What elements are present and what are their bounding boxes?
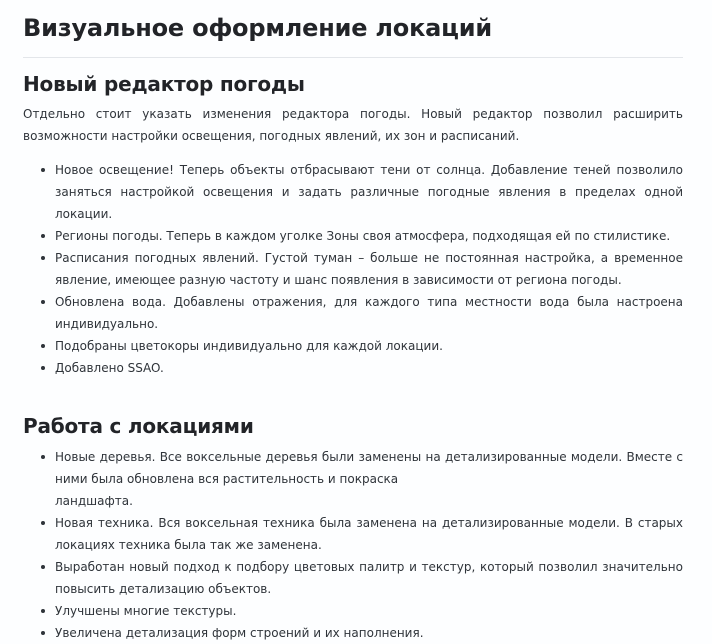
list-item bbox=[55, 291, 683, 335]
list-item bbox=[55, 159, 683, 225]
section-heading-locations: Работа с локациями bbox=[23, 414, 254, 438]
list-item-text: Новые деревья. Все воксельные деревья были заменены на детализированные модели. Вместе с ними была обновлена вся растительность и покраска bbox=[55, 450, 683, 486]
list-item-text: Выработан новый подход к подбору цветовых палитр и текстур, который позволил значительно повысить детализацию объектов. bbox=[55, 560, 683, 596]
list-item bbox=[55, 225, 683, 247]
list-item bbox=[55, 512, 683, 556]
title-divider bbox=[23, 57, 683, 58]
bullet-icon bbox=[41, 300, 45, 304]
list-item-text: Улучшены многие текстуры. bbox=[55, 604, 237, 618]
page-title: Визуальное оформление локаций bbox=[23, 14, 492, 42]
weather-features-list bbox=[23, 159, 683, 379]
bullet-icon bbox=[41, 455, 45, 459]
bullet-icon bbox=[41, 256, 45, 260]
bullet-icon bbox=[41, 168, 45, 172]
section-heading-weather-editor: Новый редактор погоды bbox=[23, 72, 305, 96]
bullet-icon bbox=[41, 234, 45, 238]
list-item-text: Подобраны цветокоры индивидуально для каждой локации. bbox=[55, 339, 443, 353]
list-item bbox=[55, 357, 683, 379]
list-item bbox=[55, 556, 683, 600]
list-item-text: Расписания погодных явлений. Густой туман – больше не постоянная настройка, а временное явление, имеющее разную частоту и шанс появления в зависимости от региона погоды. bbox=[55, 251, 683, 287]
list-item bbox=[55, 622, 683, 644]
bullet-icon bbox=[41, 631, 45, 635]
weather-intro-paragraph: Отдельно стоит указать изменения редактора погоды. Новый редактор позволил расширить возможности настройки освещения, погодных явлений, их зон и расписаний. bbox=[23, 107, 683, 143]
bullet-icon bbox=[41, 366, 45, 370]
list-item-text: Новая техника. Вся воксельная техника была заменена на детализированные модели. В старых локациях техника была так же заменена. bbox=[55, 516, 683, 552]
list-item bbox=[55, 446, 683, 512]
bullet-icon bbox=[41, 609, 45, 613]
bullet-icon bbox=[41, 521, 45, 525]
bullet-icon bbox=[41, 565, 45, 569]
list-item-text: Новое освещение! Теперь объекты отбрасывают тени от солнца. Добавление теней позволило заняться настройкой освещения и задать различные погодные явления в пределах одной локации. bbox=[55, 163, 683, 221]
list-item bbox=[55, 247, 683, 291]
list-item-text: Обновлена вода. Добавлены отражения, для каждого типа местности вода была настроена индивидуально. bbox=[55, 295, 683, 331]
list-item-text: Добавлено SSAO. bbox=[55, 361, 164, 375]
list-item-text-continuation: ландшафта. bbox=[55, 494, 133, 508]
bullet-icon bbox=[41, 344, 45, 348]
locations-features-list bbox=[23, 446, 683, 644]
list-item-text: Регионы погоды. Теперь в каждом уголке Зоны своя атмосфера, подходящая ей по стилистике. bbox=[55, 229, 671, 243]
list-item bbox=[55, 335, 683, 357]
list-item bbox=[55, 600, 683, 622]
list-item-text: Увеличена детализация форм строений и их наполнения. bbox=[55, 626, 424, 640]
